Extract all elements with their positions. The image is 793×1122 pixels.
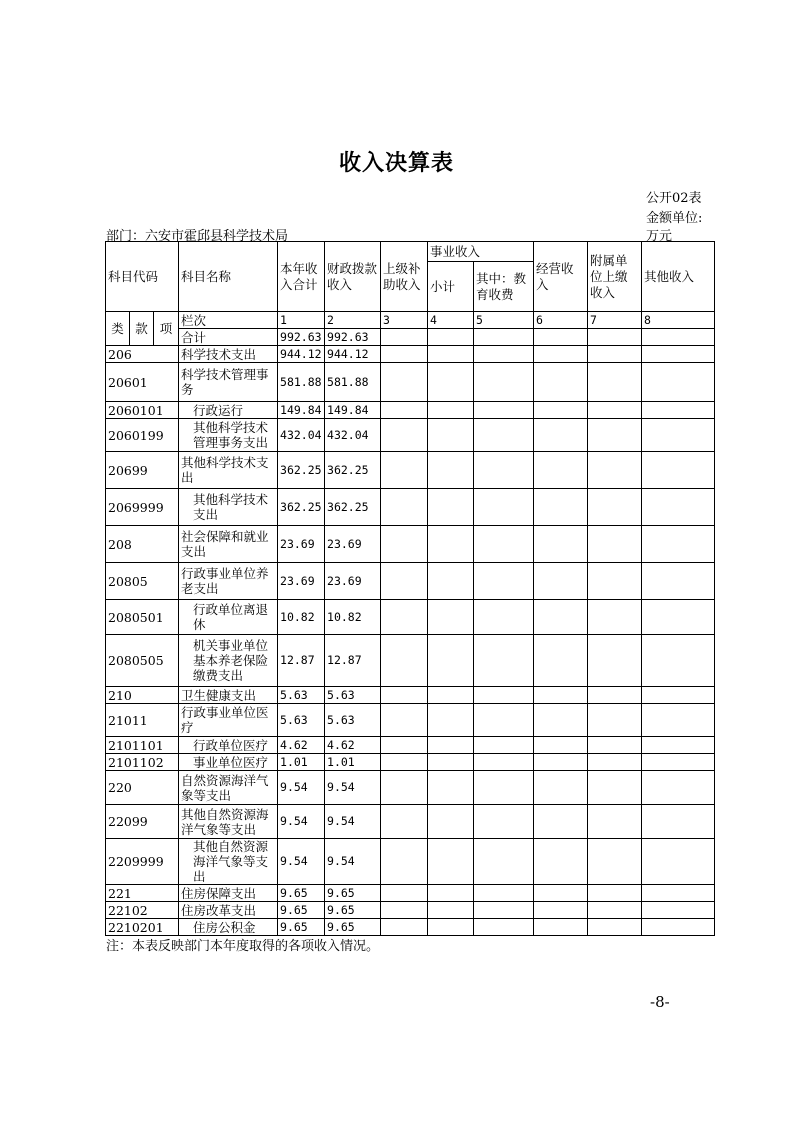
empty-cell — [428, 687, 474, 704]
empty-cell — [474, 526, 534, 563]
empty-cell — [428, 754, 474, 771]
table-row — [106, 489, 715, 526]
table-row — [106, 687, 715, 704]
empty-cell — [381, 526, 428, 563]
empty-cell — [474, 600, 534, 635]
subject-name: 事业单位医疗 — [179, 754, 278, 771]
empty-cell — [428, 737, 474, 754]
row-fiscal: 362.25 — [325, 452, 381, 489]
empty-cell — [642, 737, 715, 754]
col-number: 1 — [278, 312, 325, 329]
empty-cell — [381, 402, 428, 419]
subject-name: 卫生健康支出 — [179, 687, 278, 704]
empty-cell — [588, 489, 642, 526]
empty-cell — [428, 635, 474, 687]
empty-cell — [474, 687, 534, 704]
empty-cell — [588, 402, 642, 419]
table-row — [106, 526, 715, 563]
subject-code: 2069999 — [106, 489, 179, 526]
table-row — [106, 754, 715, 771]
row-fiscal: 9.54 — [325, 771, 381, 805]
header-xiang: 项 — [154, 312, 179, 346]
header-education: 其中：教育收费 — [474, 262, 534, 312]
row-fiscal: 12.87 — [325, 635, 381, 687]
header-fiscal: 财政拨款收入 — [325, 242, 381, 312]
empty-cell — [474, 563, 534, 600]
empty-cell — [588, 839, 642, 885]
empty-cell — [381, 489, 428, 526]
empty-cell — [534, 402, 588, 419]
empty-cell — [474, 902, 534, 919]
empty-cell — [588, 902, 642, 919]
empty-cell — [428, 885, 474, 902]
table-row — [106, 771, 715, 805]
row-total: 4.62 — [278, 737, 325, 754]
empty-cell — [588, 737, 642, 754]
table-row — [106, 363, 715, 402]
table-row — [106, 346, 715, 363]
subject-code: 20805 — [106, 563, 179, 600]
subject-code: 20699 — [106, 452, 179, 489]
empty-cell — [428, 902, 474, 919]
empty-cell — [642, 363, 715, 402]
empty-cell — [381, 600, 428, 635]
form-number: 公开02表 — [646, 191, 702, 206]
row-total: 1.01 — [278, 754, 325, 771]
subject-code: 21011 — [106, 704, 179, 737]
unit-value: 万元 — [646, 229, 673, 244]
header-lanci: 栏次 — [179, 312, 278, 329]
row-fiscal: 149.84 — [325, 402, 381, 419]
header-subject-name: 科目名称 — [179, 242, 278, 312]
empty-cell — [428, 452, 474, 489]
empty-cell — [534, 704, 588, 737]
empty-cell — [588, 363, 642, 402]
empty-cell — [642, 771, 715, 805]
empty-cell — [428, 402, 474, 419]
empty-cell — [474, 452, 534, 489]
empty-cell — [588, 704, 642, 737]
empty-cell — [474, 363, 534, 402]
empty-cell — [381, 805, 428, 839]
col-number: 6 — [534, 312, 588, 329]
empty-cell — [474, 885, 534, 902]
col-number: 4 — [428, 312, 474, 329]
table-row — [106, 839, 715, 885]
header-subject-code: 科目代码 — [106, 242, 179, 312]
empty-cell — [428, 805, 474, 839]
empty-cell — [642, 419, 715, 452]
subject-code: 2060101 — [106, 402, 179, 419]
empty-cell — [534, 419, 588, 452]
empty-cell — [588, 919, 642, 936]
table-row — [106, 563, 715, 600]
col-number: 2 — [325, 312, 381, 329]
empty-cell — [428, 363, 474, 402]
empty-cell — [474, 704, 534, 737]
subject-name: 住房公积金 — [179, 919, 278, 936]
row-fiscal: 5.63 — [325, 704, 381, 737]
header-total: 本年收入合计 — [278, 242, 325, 312]
table-row — [106, 737, 715, 754]
subject-name: 其他科学技术管理事务支出 — [179, 419, 278, 452]
table-row — [106, 885, 715, 902]
subject-name: 行政运行 — [179, 402, 278, 419]
subject-name: 自然资源海洋气象等支出 — [179, 771, 278, 805]
subject-code: 2101102 — [106, 754, 179, 771]
row-total: 9.65 — [278, 885, 325, 902]
subject-code: 2080505 — [106, 635, 179, 687]
subject-code: 2101101 — [106, 737, 179, 754]
row-total: 362.25 — [278, 452, 325, 489]
empty-cell — [474, 919, 534, 936]
subject-code: 206 — [106, 346, 179, 363]
row-fiscal: 432.04 — [325, 419, 381, 452]
table-row — [106, 919, 715, 936]
row-fiscal: 9.65 — [325, 919, 381, 936]
empty-cell — [381, 839, 428, 885]
empty-cell — [534, 754, 588, 771]
empty-cell — [588, 563, 642, 600]
row-fiscal: 362.25 — [325, 489, 381, 526]
header-superior: 上级补助收入 — [381, 242, 428, 312]
row-total: 23.69 — [278, 563, 325, 600]
empty-cell — [642, 563, 715, 600]
subject-name: 住房改革支出 — [179, 902, 278, 919]
page-title: 收入决算表 — [338, 151, 454, 176]
empty-cell — [474, 754, 534, 771]
empty-cell — [428, 600, 474, 635]
empty-cell — [474, 346, 534, 363]
subject-name: 其他自然资源海洋气象等支出 — [179, 805, 278, 839]
table-row — [106, 805, 715, 839]
row-fiscal: 581.88 — [325, 363, 381, 402]
col-number: 8 — [642, 312, 715, 329]
subject-code: 22102 — [106, 902, 179, 919]
row-total: 5.63 — [278, 704, 325, 737]
empty-cell — [642, 402, 715, 419]
empty-cell — [588, 600, 642, 635]
header-kuan: 款 — [130, 312, 154, 346]
row-total: 9.54 — [278, 771, 325, 805]
table-row — [106, 402, 715, 419]
subject-code: 210 — [106, 687, 179, 704]
row-total: 149.84 — [278, 402, 325, 419]
empty-cell — [642, 346, 715, 363]
total-row-fiscal: 992.63 — [325, 329, 381, 346]
empty-cell — [642, 526, 715, 563]
row-total: 9.65 — [278, 919, 325, 936]
empty-cell — [474, 771, 534, 805]
subject-code: 221 — [106, 885, 179, 902]
empty-cell — [428, 839, 474, 885]
row-fiscal: 9.65 — [325, 885, 381, 902]
empty-cell — [428, 526, 474, 563]
empty-cell — [588, 452, 642, 489]
empty-cell — [474, 419, 534, 452]
footnote: 注：本表反映部门本年度取得的各项收入情况。 — [106, 939, 380, 954]
subject-name: 行政单位医疗 — [179, 737, 278, 754]
row-fiscal: 9.54 — [325, 805, 381, 839]
empty-cell — [534, 737, 588, 754]
empty-cell — [534, 687, 588, 704]
row-total: 9.54 — [278, 805, 325, 839]
empty-cell — [588, 635, 642, 687]
income-table — [105, 241, 715, 936]
empty-cell — [588, 754, 642, 771]
empty-cell — [381, 754, 428, 771]
subject-name: 行政事业单位养老支出 — [179, 563, 278, 600]
header-affiliated: 附属单位上缴收入 — [588, 242, 642, 312]
empty-cell — [474, 635, 534, 687]
empty-cell — [642, 600, 715, 635]
subject-name: 行政事业单位医疗 — [179, 704, 278, 737]
subject-code: 2080501 — [106, 600, 179, 635]
subject-code: 220 — [106, 771, 179, 805]
empty-cell — [642, 754, 715, 771]
empty-cell — [381, 687, 428, 704]
subject-code: 20601 — [106, 363, 179, 402]
empty-cell — [474, 839, 534, 885]
row-total: 12.87 — [278, 635, 325, 687]
empty-cell — [381, 919, 428, 936]
header-operating: 经营收入 — [534, 242, 588, 312]
header-other: 其他收入 — [642, 242, 715, 312]
empty-cell — [534, 363, 588, 402]
header-subtotal: 小计 — [428, 262, 474, 312]
empty-cell — [381, 346, 428, 363]
row-total: 9.65 — [278, 902, 325, 919]
subject-code: 2209999 — [106, 839, 179, 885]
empty-cell — [381, 363, 428, 402]
row-fiscal: 4.62 — [325, 737, 381, 754]
subject-code: 208 — [106, 526, 179, 563]
total-row-label: 合计 — [179, 329, 278, 346]
empty-cell — [642, 704, 715, 737]
row-total: 432.04 — [278, 419, 325, 452]
row-fiscal: 5.63 — [325, 687, 381, 704]
empty-cell — [428, 489, 474, 526]
empty-cell — [642, 839, 715, 885]
empty-cell — [642, 489, 715, 526]
subject-name: 科学技术管理事务 — [179, 363, 278, 402]
empty-cell — [534, 489, 588, 526]
empty-cell — [642, 902, 715, 919]
row-fiscal: 9.54 — [325, 839, 381, 885]
row-total: 23.69 — [278, 526, 325, 563]
subject-name: 行政单位离退休 — [179, 600, 278, 635]
subject-name: 其他自然资源海洋气象等支出 — [179, 839, 278, 885]
empty-cell — [534, 805, 588, 839]
empty-cell — [588, 419, 642, 452]
empty-cell — [428, 771, 474, 805]
row-total: 5.63 — [278, 687, 325, 704]
subject-name: 科学技术支出 — [179, 346, 278, 363]
empty-cell — [534, 902, 588, 919]
row-total: 581.88 — [278, 363, 325, 402]
department-label: 部门：六安市霍邱县科学技术局 — [106, 229, 289, 244]
table-row — [106, 419, 715, 452]
empty-cell — [381, 452, 428, 489]
empty-cell — [428, 346, 474, 363]
table-row — [106, 704, 715, 737]
empty-cell — [534, 771, 588, 805]
empty-cell — [534, 839, 588, 885]
subject-code: 2210201 — [106, 919, 179, 936]
empty-cell — [642, 687, 715, 704]
empty-cell — [588, 805, 642, 839]
subject-name: 机关事业单位基本养老保险缴费支出 — [179, 635, 278, 687]
subject-code: 22099 — [106, 805, 179, 839]
row-fiscal: 23.69 — [325, 526, 381, 563]
empty-cell — [381, 419, 428, 452]
empty-cell — [381, 737, 428, 754]
empty-cell — [534, 919, 588, 936]
empty-cell — [381, 902, 428, 919]
subject-code: 2060199 — [106, 419, 179, 452]
subject-name: 社会保障和就业支出 — [179, 526, 278, 563]
row-total: 944.12 — [278, 346, 325, 363]
empty-cell — [534, 526, 588, 563]
col-number: 7 — [588, 312, 642, 329]
empty-cell — [588, 346, 642, 363]
row-fiscal: 944.12 — [325, 346, 381, 363]
col-number: 3 — [381, 312, 428, 329]
empty-cell — [642, 919, 715, 936]
empty-cell — [381, 885, 428, 902]
empty-cell — [588, 687, 642, 704]
empty-cell — [534, 600, 588, 635]
table-row — [106, 600, 715, 635]
table-row — [106, 452, 715, 489]
subject-name: 住房保障支出 — [179, 885, 278, 902]
empty-cell — [381, 635, 428, 687]
empty-cell — [534, 452, 588, 489]
empty-cell — [642, 805, 715, 839]
row-total: 10.82 — [278, 600, 325, 635]
subject-name: 其他科学技术支出 — [179, 489, 278, 526]
empty-cell — [534, 885, 588, 902]
empty-cell — [534, 563, 588, 600]
empty-cell — [428, 919, 474, 936]
unit-label: 金额单位: — [646, 211, 703, 226]
row-fiscal: 9.65 — [325, 902, 381, 919]
empty-cell — [642, 635, 715, 687]
empty-cell — [381, 704, 428, 737]
empty-cell — [588, 771, 642, 805]
empty-cell — [381, 771, 428, 805]
header-business: 事业收入 — [428, 242, 534, 262]
subject-name: 其他科学技术支出 — [179, 452, 278, 489]
page-number: -8- — [650, 993, 670, 1011]
table-row — [106, 902, 715, 919]
empty-cell — [474, 489, 534, 526]
empty-cell — [428, 563, 474, 600]
empty-cell — [642, 885, 715, 902]
empty-cell — [534, 346, 588, 363]
empty-cell — [534, 635, 588, 687]
row-fiscal: 10.82 — [325, 600, 381, 635]
empty-cell — [474, 737, 534, 754]
row-total: 9.54 — [278, 839, 325, 885]
empty-cell — [642, 452, 715, 489]
row-fiscal: 23.69 — [325, 563, 381, 600]
empty-cell — [588, 526, 642, 563]
header-lei: 类 — [106, 312, 130, 346]
col-number: 5 — [474, 312, 534, 329]
row-fiscal: 1.01 — [325, 754, 381, 771]
row-total: 362.25 — [278, 489, 325, 526]
total-row-total: 992.63 — [278, 329, 325, 346]
empty-cell — [381, 563, 428, 600]
empty-cell — [428, 419, 474, 452]
empty-cell — [428, 704, 474, 737]
empty-cell — [474, 402, 534, 419]
empty-cell — [474, 805, 534, 839]
table-row — [106, 635, 715, 687]
empty-cell — [588, 885, 642, 902]
